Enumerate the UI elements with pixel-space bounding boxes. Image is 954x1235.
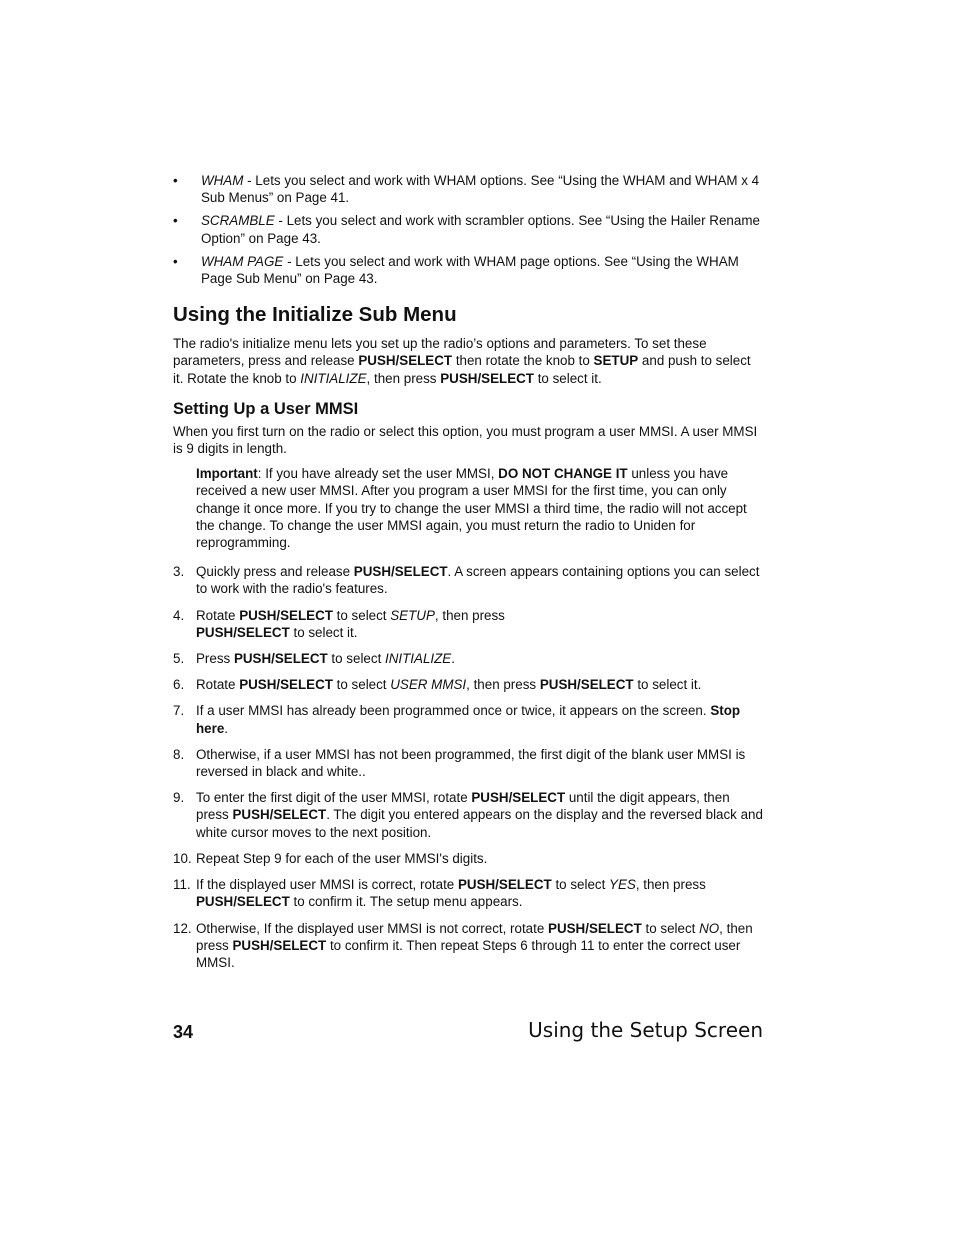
step-text: , then press [635,877,706,893]
step-text: Press [196,651,234,667]
step-number: 6. [173,677,185,693]
bullet-term: WHAM [201,173,244,188]
bullet-term: SCRAMBLE [201,213,275,229]
step-number: 10. [173,850,192,866]
step-item [173,702,763,736]
step-keyword: PUSH/SELECT [353,564,448,580]
step-text: Otherwise, If the displayed user MMSI is not correct, rotate [196,920,549,936]
bullet-list [173,172,763,287]
step-text: to select [327,651,386,667]
step-item [173,650,763,667]
step-keyword: PUSH/SELECT [232,807,327,823]
step-menu-name: YES [609,877,636,893]
important-note [196,465,763,551]
step-menu-name: USER MMSI [390,677,467,693]
step-text: Quickly press and release [196,564,354,580]
bullet-item [173,212,763,246]
step-keyword: PUSH/SELECT [548,920,642,936]
note-text: unless you have received a new user MMSI. After you program a user MMSI for the first time, you can only change it once more. If you try to change the user MMSI a third time, the radio will not accept the change. To change the user MMSI again, you must return the radio to Uniden for reprogramming. [196,466,747,551]
step-number: 3. [173,564,185,580]
section-heading: Using the Initialize Sub Menu [173,303,457,327]
step-text: If a user MMSI has already been programmed once or twice, it appears on the screen. [196,703,711,719]
step-keyword: PUSH/SELECT [196,894,290,910]
step-text: If the displayed user MMSI is correct, rotate [196,877,458,893]
page-number: 34 [173,1022,194,1042]
step-text: to select it. [633,677,702,693]
step-text: Otherwise, if a user MMSI has not been programmed, the first digit of the blank user MMSI is reversed in black and white.. [196,746,746,780]
step-keyword: PUSH/SELECT [233,651,328,667]
step-keyword: PUSH/SELECT [196,624,290,640]
step-menu-name: NO [699,920,720,936]
step-menu-name: SETUP [390,607,435,623]
step-keyword: PUSH/SELECT [539,677,634,693]
intro-keyword: PUSH/SELECT [358,353,453,369]
step-keyword: PUSH/SELECT [471,790,566,806]
step-number: 4. [173,607,185,623]
step-item [173,746,763,780]
step-number: 12. [173,920,192,936]
step-text: to select [332,677,391,693]
step-item [173,920,763,972]
step-text: . [224,720,229,736]
intro-text: to select it. [533,370,602,386]
page-content [173,172,763,980]
bullet-text: - Lets you select and work with scrambler options. See “Using the Hailer Rename Option” on Page 43. [201,213,760,246]
step-keyword: PUSH/SELECT [232,937,327,953]
step-text: , then press [434,607,505,623]
step-text: Repeat Step 9 for each of the user MMSI's digits. [196,850,488,866]
step-text: Rotate [196,607,240,623]
chapter-title: Using the Setup Screen [528,1018,763,1042]
bullet-marker: • [173,213,178,229]
bullet-text: - Lets you select and work with WHAM options. See “Using the WHAM and WHAM x 4 Sub Menus” on Page 41. [201,173,760,206]
step-text: , then press [466,677,540,693]
step-text: Rotate [196,677,240,693]
step-number: 7. [173,703,185,719]
step-number: 8. [173,746,185,762]
subsection-heading: Setting Up a User MMSI [173,399,359,418]
subsection-intro: When you first turn on the radio or select this option, you must program a user MMSI. A user MMSI is 9 digits in length. [173,423,758,457]
section-intro [173,335,763,387]
bullet-marker: • [173,253,178,269]
step-text: to select [332,607,391,623]
step-text: to select [551,877,610,893]
step-menu-name: INITIALIZE [385,651,452,667]
step-text: to confirm it. Then repeat Steps 6 through 11 to enter the correct user MMSI. [196,937,741,970]
step-item [173,563,763,597]
bullet-text: - Lets you select and work with WHAM page options. See “Using the WHAM Page Sub Menu” on Page 43. [201,253,739,287]
step-keyword: PUSH/SELECT [239,677,333,693]
bullet-term: WHAM PAGE [201,253,284,269]
step-text: to confirm it. The setup menu appears. [289,894,523,910]
step-text: until the digit appears, then press [196,790,730,823]
step-text: to select [641,920,700,936]
step-number: 5. [173,651,185,667]
step-number: 9. [173,790,185,806]
step-text: , then press [196,920,753,953]
step-item [173,607,763,641]
intro-text: then rotate the knob to [452,353,594,369]
intro-text: The radio's initialize menu lets you set up the radio’s options and parameters. To set these parameters, press and release [173,336,707,369]
intro-keyword: SETUP [593,353,639,369]
steps-list [173,563,763,971]
intro-menu-name: INITIALIZE [300,370,367,386]
step-text: to select it. [289,624,358,640]
note-text: : If you have already set the user MMSI, [257,466,499,482]
step-item [173,876,763,910]
step-text: . A screen appears containing options you can select to work with the radio's features. [196,564,760,597]
bullet-item [173,172,763,206]
step-keyword: PUSH/SELECT [457,877,552,893]
step-text: . The digit you entered appears on the display and the reversed black and white cursor moves to the next position. [196,807,763,840]
step-item [173,676,763,693]
step-text: To enter the first digit of the user MMSI, rotate [196,790,472,806]
step-item [173,789,763,841]
step-keyword: Stop here [196,703,741,736]
step-keyword: PUSH/SELECT [239,607,333,623]
step-number: 11. [173,877,191,893]
intro-text: and push to select it. Rotate the knob to [173,353,751,386]
bullet-item [173,253,763,287]
intro-text: , then press [366,370,441,386]
step-item [173,850,763,867]
intro-keyword: PUSH/SELECT [440,370,534,386]
note-label: Important [196,466,258,482]
note-warning: DO NOT CHANGE IT [498,466,628,482]
bullet-marker: • [173,173,178,188]
page-footer [173,1018,763,1048]
step-text: . [451,651,455,667]
